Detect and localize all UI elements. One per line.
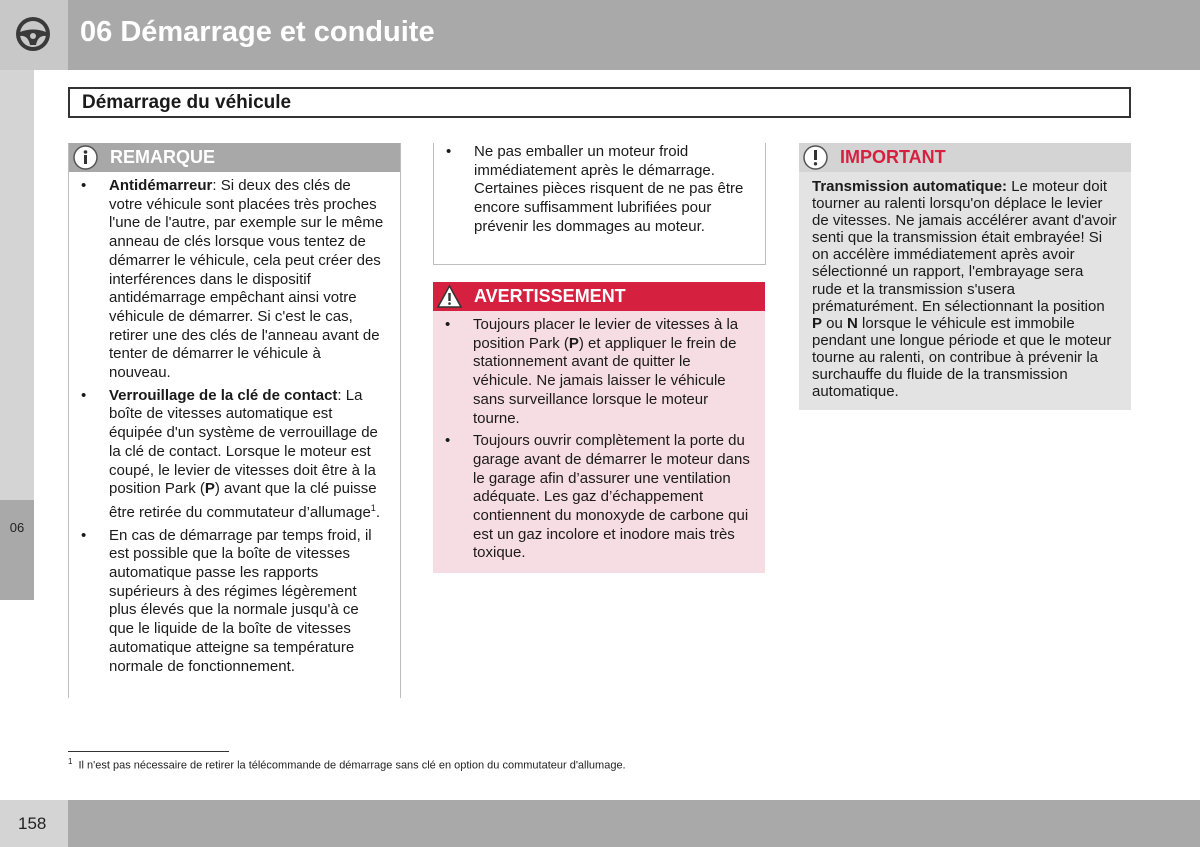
avertissement-box xyxy=(433,282,765,573)
list-item xyxy=(433,316,751,428)
important-term: Transmission automatique: xyxy=(812,178,1008,195)
item-text: ) et appliquer le frein de stationnement avant de quitter le véhicule. Ne jamais laisser le véhicule sans surveillance lorsque le moteur tourne. xyxy=(473,334,737,427)
item-emphasis: P xyxy=(204,480,215,498)
warning-triangle-icon xyxy=(437,284,462,309)
item-text: En cas de démarrage par temps froid, il est possible que la boîte de vitesses automatique passe les rapports supérieurs à des régimes légèrement plus élevés que la normale jusqu'à ce que le liquide de la boîte de vitesses automatique atteigne sa température normale de fonctionnement. xyxy=(109,526,372,675)
page-number-box xyxy=(0,800,68,847)
item-text: Toujours placer le levier de vitesses à la position Park ( xyxy=(473,316,739,352)
item-text: Ne pas emballer un moteur froid immédiatement après le démarrage. Certaines pièces risquent de ne pas être encore suffisamment lubrifiées pour prévenir les dommages au moteur. xyxy=(474,143,744,235)
list-item xyxy=(69,527,386,677)
info-icon xyxy=(73,145,98,170)
important-body: lorsque le véhicule est immobile pendant une longue période et que le moteur tourne au ralenti, on contribue à prévenir la surchauffe du fluide de la transmission automatique. xyxy=(812,314,1112,401)
important-body: Le moteur doit tourner au ralenti lorsqu'on déplace le levier de vitesses. Ne jamais accélérer avant d'avoir senti que la transmission était embrayée! Si on accélère immédiatement après avoir sélectionné un rapport, l'embrayage sera rude et la transmission s'usera prématurément. En sélectionnant la position xyxy=(812,178,1117,315)
item-text: . xyxy=(375,503,380,521)
item-text: : Si deux des clés de votre véhicule sont placées très proches l'une de l'autre, par exemple sur le même anneau de clés lorsque vous tentez de démarrer le véhicule, cela peut créer des interférences dans le dispositif antidémarrage empêchant ainsi votre véhicule de démarrer. Si c'est le cas, retirer une des clés de l'anneau avant de tenter de démarrer le véhicule à nouveau. xyxy=(109,177,384,382)
footnote-text: Il n'est pas nécessaire de retirer la télécommande de démarrage sans clé en option du commutateur d'allumage. xyxy=(78,759,626,772)
section-title: Démarrage du véhicule xyxy=(82,92,292,113)
important-box xyxy=(799,143,1131,410)
important-body: ou xyxy=(822,314,848,332)
footnote-divider xyxy=(68,751,229,752)
section-heading-box xyxy=(68,87,1131,118)
footnote-marker: 1 xyxy=(68,757,73,766)
item-term: Verrouillage de la clé de contact xyxy=(109,386,338,404)
steering-wheel-icon xyxy=(14,15,52,53)
side-chapter-number: 06 xyxy=(9,520,25,535)
remarque-box xyxy=(68,143,401,698)
continued-list xyxy=(434,143,765,237)
important-emphasis: N xyxy=(847,314,858,332)
footnote-ref: 1 xyxy=(370,502,376,513)
important-text xyxy=(799,172,1131,400)
continued-list-box xyxy=(433,143,766,265)
header-icon-box xyxy=(0,0,68,70)
item-text: : La boîte de vitesses automatique est équipée d'un système de verrouillage de la clé de contact. Lorsque le moteur est coupé, le levier de vitesses doit être à la position Park ( xyxy=(109,386,378,498)
important-header xyxy=(799,143,1131,172)
footnote xyxy=(68,757,626,772)
avertissement-list xyxy=(433,311,765,563)
page-header xyxy=(0,0,1200,70)
chapter-title: 06 Démarrage et conduite xyxy=(80,16,435,48)
item-emphasis: P xyxy=(568,334,579,352)
remarque-label: REMARQUE xyxy=(110,147,216,167)
list-item xyxy=(434,143,751,237)
exclamation-icon xyxy=(803,145,828,170)
page-footer xyxy=(0,800,1200,847)
important-label: IMPORTANT xyxy=(840,147,946,167)
avertissement-label: AVERTISSEMENT xyxy=(474,286,626,306)
item-text: Toujours ouvrir complètement la porte du garage avant de démarrer le moteur dans le garage afin d’assurer une ventilation adéquate. Les gaz d’échappement contiennent du monoxyde de carbone qui est un gaz incolore et inodore mais très toxique. xyxy=(473,432,750,562)
item-text: ) avant que la clé puisse être retirée du commutateur d’allumage xyxy=(109,480,377,521)
side-chapter-tab xyxy=(0,500,34,600)
remarque-list xyxy=(69,172,400,676)
list-item xyxy=(433,432,751,563)
list-item xyxy=(69,177,386,383)
avertissement-header xyxy=(433,282,765,311)
list-item xyxy=(69,387,386,523)
item-term: Antidémarreur xyxy=(109,177,213,194)
important-emphasis: P xyxy=(812,314,823,332)
remarque-header xyxy=(69,143,400,172)
page-number: 158 xyxy=(18,814,47,833)
